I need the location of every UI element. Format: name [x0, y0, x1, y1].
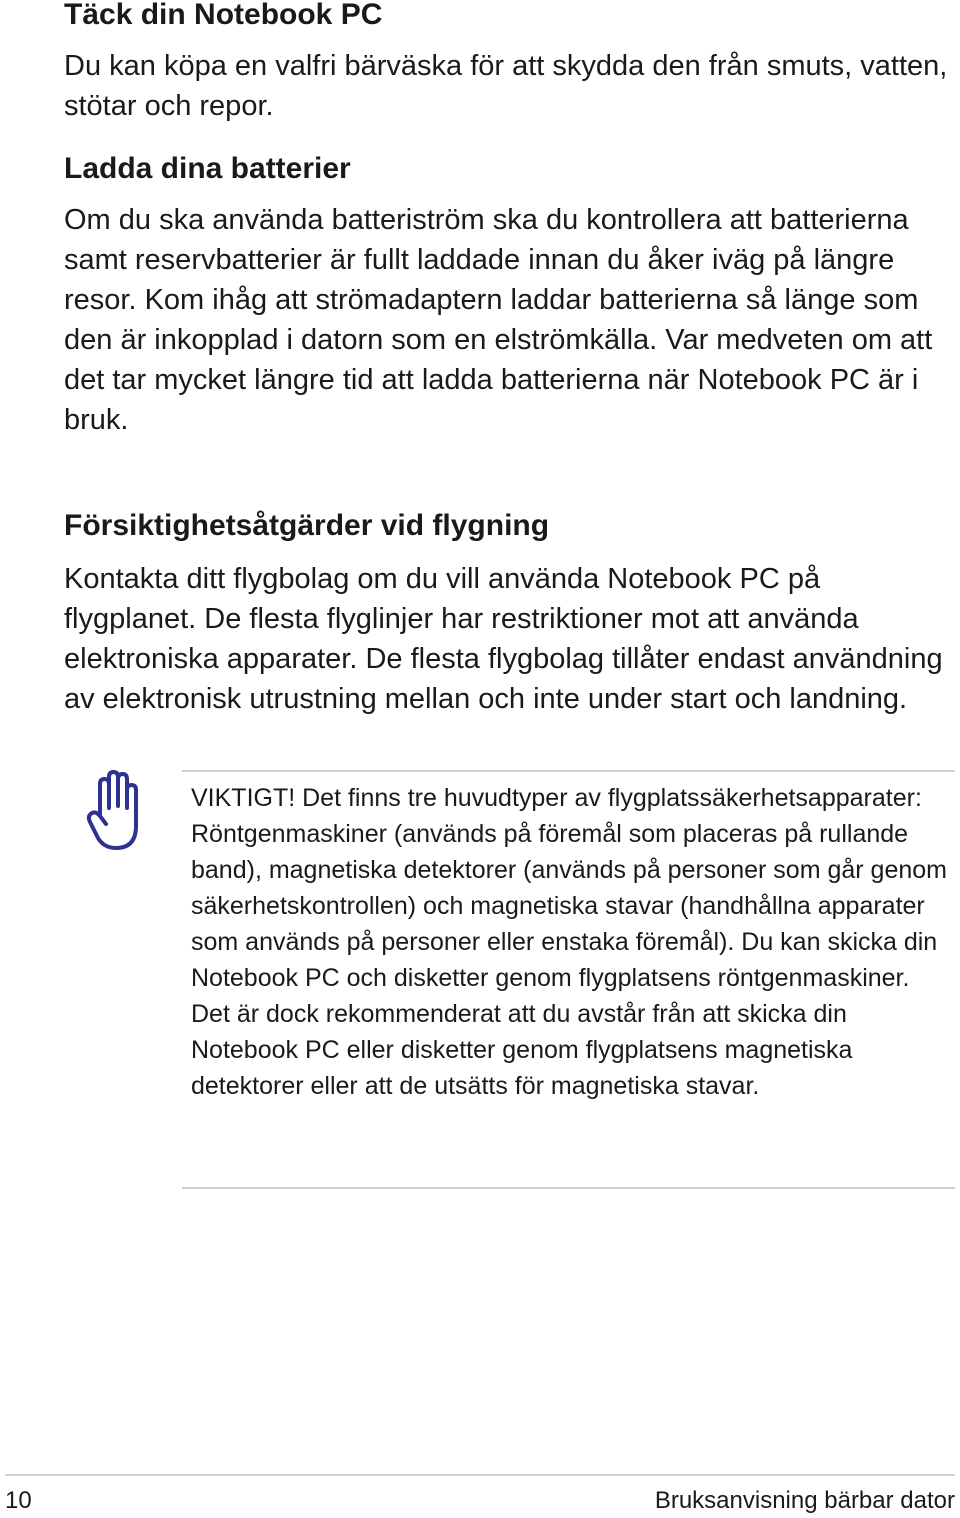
section-heading: Täck din Notebook PC: [64, 0, 383, 31]
footer-title: Bruksanvisning bärbar dator: [654, 1487, 955, 1514]
note-divider-bottom: [182, 1187, 955, 1189]
footer-divider: [5, 1474, 955, 1476]
hand-stop-icon: [86, 770, 148, 852]
section-flight-precautions: [64, 509, 954, 719]
note-divider-top: [182, 770, 955, 772]
section-body: Om du ska använda batteriström ska du kontrollera att batterierna samt reservbatterier är fullt laddade innan du åker iväg på längre resor. Kom ihåg att strömadaptern laddar batterierna så länge som den är inkopplad i datorn som en elströmkälla. Var medveten om att det tar mycket längre tid att ladda batterierna när Notebook PC är i bruk.: [64, 204, 933, 436]
page-number: 10: [5, 1487, 32, 1514]
section-charge-batteries: [64, 152, 954, 440]
section-cover-notebook: [64, 0, 954, 126]
section-heading: Ladda dina batterier: [64, 152, 351, 185]
section-body: Du kan köpa en valfri bärväska för att skydda den från smuts, vatten, stötar och repor.: [64, 50, 948, 122]
section-body: Kontakta ditt flygbolag om du vill använda Notebook PC på flygplanet. De flesta flyglinjer har restriktioner mot att använda elektroniska apparater. De flesta flygbolag tillåter endast användning av elektronisk utrustning mellan och inte under start och landning.: [64, 563, 943, 715]
note-text: VIKTIGT! Det finns tre huvudtyper av flygplatssäkerhetsapparater: Röntgenmaskiner (används på föremål som placeras på rullande band), magnetiska detektorer (används på personer som går genom säkerhetskontrollen) och magnetiska stavar (handhållna apparater som används på personer eller enstaka föremål). Du kan skicka din Notebook PC och disketter genom flygplatsens röntgenmaskiner. Det är dock rekommenderat att du avstår från att skicka din Notebook PC eller disketter genom flygplatsens magnetiska detektorer eller att de utsätts för magnetiska stavar.: [191, 784, 947, 1100]
important-note: [64, 770, 955, 1190]
section-heading: Försiktighetsåtgärder vid flygning: [64, 509, 550, 542]
